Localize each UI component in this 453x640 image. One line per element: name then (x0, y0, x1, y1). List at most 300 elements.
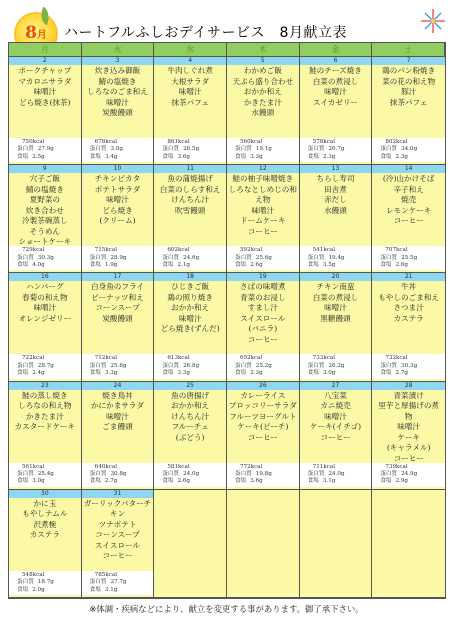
menu-list (9, 391, 81, 433)
salt-label: 食塩 (307, 478, 319, 485)
salt-row (82, 478, 154, 485)
nutrition-box (372, 138, 445, 162)
page-title: ハートフルふしおデイサービス 8月献立表 (64, 25, 347, 41)
menu-item: カニ焼売 (320, 401, 351, 411)
menu-item: 吹雪饅頭 (174, 205, 206, 215)
menu-item: ピーナッツ和え (91, 292, 144, 302)
menu-item: もやしのごま和え (378, 292, 440, 302)
calorie-value: 581kcal (167, 463, 190, 470)
nutrition-box (154, 463, 226, 487)
nutrition-box (227, 354, 299, 378)
menu-item: 物 (404, 411, 413, 421)
day-number: 16 (9, 273, 81, 281)
menu-item: 鮭の蒸し焼き (22, 390, 68, 400)
protein-value: 27.7g (110, 579, 127, 586)
protein-value: 25.5g (401, 254, 418, 261)
menu-item: 味噌汁 (106, 97, 129, 107)
nutrition-box (9, 463, 81, 487)
calorie-value: 602kcal (167, 247, 190, 254)
protein-value: 24.0g (183, 470, 200, 477)
protein-label: 蛋白質 (89, 362, 107, 369)
day-number: 11 (154, 165, 226, 173)
protein-value: 26.8g (183, 362, 200, 369)
menu-item: (クリーム) (99, 216, 136, 226)
calorie-value: 541kcal (312, 247, 335, 254)
menu-item: ハンバーグ (26, 282, 64, 292)
menu-item: 味噌汁 (106, 411, 129, 421)
salt-label: 食塩 (89, 478, 101, 485)
salt-value: 1.9g (104, 261, 118, 268)
menu-list (154, 282, 226, 335)
protein-label: 蛋白質 (162, 146, 180, 153)
protein-value: 34.0g (401, 146, 418, 153)
protein-label: 蛋白質 (89, 579, 107, 586)
menu-item: 春菊の和え物 (22, 292, 68, 302)
day-number: 19 (227, 273, 299, 281)
menu-item: 味噌汁 (33, 87, 57, 96)
protein-row (9, 146, 81, 153)
day-cell (300, 273, 373, 381)
menu-item: 水饅頭 (251, 108, 275, 117)
salt-row (82, 154, 154, 161)
nutrition-box (154, 138, 226, 162)
menu-item: 味噌汁 (33, 303, 57, 313)
protein-value: 19.8g (255, 470, 272, 477)
menu-item: カレーライス (240, 390, 286, 400)
day-number: 13 (300, 165, 372, 173)
day-number: 20 (300, 273, 372, 281)
weekday-header: 月 (9, 43, 82, 57)
salt-value: 2.1g (177, 261, 191, 268)
menu-item: 田舎煮 (324, 184, 347, 194)
salt-label: 食塩 (162, 261, 174, 268)
salt-label: 食塩 (162, 370, 174, 377)
salt-label: 食塩 (234, 478, 247, 485)
salt-row (372, 154, 445, 161)
salt-value: 2.4g (32, 370, 45, 377)
protein-row (372, 255, 445, 262)
salt-row (154, 370, 226, 377)
menu-item: 黒糖饅頭 (320, 313, 351, 323)
menu-item: スイスロール (240, 313, 286, 323)
menu-list (227, 282, 299, 345)
menu-item: 赤だし (324, 195, 347, 205)
nutrition-box (9, 354, 81, 378)
menu-item: オレンジゼリー (18, 313, 72, 323)
protein-label: 蛋白質 (162, 362, 180, 369)
menu-item: 鶏の照り焼き (167, 292, 213, 302)
day-cell (372, 57, 445, 165)
menu-item: 鯖の塩焼き (25, 184, 64, 194)
protein-value: 24.9g (401, 470, 418, 477)
salt-value: 3.6g (177, 153, 191, 160)
menu-item: 炭酸饅頭 (102, 108, 133, 117)
day-number: 9 (9, 165, 81, 173)
salt-value: 2.3g (395, 153, 409, 160)
nutrition-box (9, 571, 81, 595)
calorie-value: 548kcal (22, 571, 45, 578)
calorie-value: 578kcal (312, 138, 335, 145)
menu-item: カステラ (29, 530, 60, 540)
protein-label: 蛋白質 (307, 146, 325, 153)
nutrition-box (82, 138, 154, 162)
salt-label: 食塩 (17, 478, 29, 485)
calorie-value: 785kcal (94, 571, 117, 578)
salt-label: 食塩 (89, 370, 101, 377)
day-cell (300, 57, 373, 165)
weekday-header: 金 (300, 43, 373, 57)
protein-label: 蛋白質 (307, 470, 325, 477)
menu-grid (8, 42, 446, 599)
protein-row (154, 255, 226, 262)
menu-item: おかか和え (243, 87, 282, 96)
menu-item: どら焼き(抹茶) (19, 97, 71, 107)
menu-item: 味噌汁 (324, 87, 347, 96)
menu-item: 水饅頭 (324, 205, 347, 215)
salt-label: 食塩 (307, 153, 319, 160)
menu-item: そうめん (29, 226, 61, 236)
protein-row (82, 146, 154, 153)
day-number: 21 (372, 273, 445, 281)
menu-item: もやしナムル (22, 509, 68, 519)
salt-label: 食塩 (89, 261, 101, 268)
menu-list (9, 282, 81, 324)
day-cell (82, 165, 155, 273)
menu-item: ケーキ(イチゴ) (309, 422, 362, 432)
day-number: 18 (154, 273, 226, 281)
menu-item: けんちん汁 (171, 411, 210, 421)
salt-row (9, 587, 81, 594)
menu-list (300, 282, 372, 324)
menu-list (372, 174, 445, 227)
salt-value: 3.6g (250, 478, 263, 485)
menu-item: 辛子和え (393, 184, 424, 194)
menu-item: スイカゼリー (312, 97, 359, 107)
salt-row (9, 478, 81, 485)
salt-label: 食塩 (380, 370, 392, 377)
salt-value: 2.7g (395, 370, 409, 377)
salt-row (227, 370, 299, 377)
calorie-value: 750kcal (22, 138, 45, 145)
protein-row (300, 146, 372, 153)
menu-item: え物 (255, 195, 271, 205)
nutrition-box (9, 138, 81, 162)
salt-row (300, 262, 372, 269)
empty-cell (154, 490, 227, 598)
day-cell (9, 382, 82, 490)
salt-row (227, 154, 299, 161)
protein-label: 蛋白質 (17, 254, 34, 261)
menu-item: 牛丼 (401, 282, 417, 292)
empty-cell (372, 490, 445, 598)
weekday-header: 火 (82, 43, 155, 57)
menu-item: コーヒー (102, 551, 133, 561)
protein-label: 蛋白質 (89, 254, 107, 261)
protein-value: 27.9g (37, 146, 54, 153)
menu-item: コーヒー (247, 226, 278, 236)
menu-item: マカロニサラダ (18, 76, 72, 86)
menu-item: 鮭のチーズ焼き (309, 66, 362, 75)
salt-label: 食塩 (17, 586, 29, 593)
protein-value: 19.4g (328, 254, 345, 261)
calorie-value: 652kcal (239, 355, 263, 362)
salt-value: 2.0g (32, 586, 45, 593)
nutrition-box (300, 463, 372, 487)
nutrition-box (372, 354, 445, 378)
protein-row (227, 255, 299, 262)
salt-label: 食塩 (234, 370, 247, 377)
menu-item: しろなの和え物 (18, 401, 72, 411)
footer-note: ※体調・疾病などにより、献立を変更する事があります。御了承下さい。 (89, 604, 364, 614)
menu-item: コーヒー (320, 432, 351, 442)
calorie-value: 732kcal (385, 355, 408, 362)
nutrition-box (300, 138, 372, 162)
menu-item: ケーキ(ピーチ) (237, 422, 289, 432)
menu-list (300, 391, 372, 444)
menu-list (154, 174, 226, 216)
protein-label: 蛋白質 (162, 254, 180, 261)
protein-label: 蛋白質 (89, 470, 107, 477)
calorie-value: 802kcal (385, 138, 408, 145)
menu-item: すまし汁 (247, 303, 278, 313)
day-number: 14 (372, 165, 445, 173)
salt-value: 2.6g (177, 478, 191, 485)
protein-value: 25.2g (255, 362, 272, 369)
protein-row (82, 255, 154, 262)
day-cell (227, 165, 300, 273)
menu-item: フルーツヨーグルト (229, 411, 297, 421)
calorie-value: 722kcal (22, 355, 45, 362)
day-cell (227, 382, 300, 490)
menu-item: かに玉 (33, 498, 57, 508)
salt-value: 2.5g (32, 153, 45, 160)
protein-label: 蛋白質 (17, 470, 34, 477)
day-cell (9, 57, 82, 165)
day-number: 3 (82, 57, 154, 65)
menu-item: 里芋と厚揚げの煮 (378, 401, 440, 411)
day-cell (82, 490, 155, 598)
menu-item: さつま汁 (393, 303, 424, 313)
menu-item: 炭酸饅頭 (102, 313, 133, 323)
nutrition-box (372, 463, 445, 487)
protein-value: 25.4g (37, 470, 54, 477)
salt-label: 食塩 (307, 370, 319, 377)
salt-value: 4.0g (32, 261, 45, 268)
calorie-value: 712kcal (94, 355, 117, 362)
salt-row (227, 262, 299, 269)
empty-cell (300, 490, 373, 598)
protein-value: 28.7g (37, 362, 54, 369)
nutrition-box (82, 463, 154, 487)
salt-value: 3.1g (322, 478, 336, 485)
day-cell (372, 273, 445, 381)
menu-item: さばの味噌煮 (240, 282, 286, 292)
salt-label: 食塩 (162, 478, 174, 485)
day-cell (9, 165, 82, 273)
menu-item: 味噌汁 (397, 422, 421, 432)
salt-value: 2.6g (250, 261, 263, 268)
protein-label: 蛋白質 (17, 362, 34, 369)
menu-item: 大根サラダ (171, 76, 210, 86)
menu-item: 炊き合わせ (25, 205, 64, 215)
menu-item: 炊き込み御飯 (94, 66, 141, 75)
menu-item: (キャラメル) (386, 443, 431, 453)
protein-label: 蛋白質 (380, 470, 398, 477)
protein-label: 蛋白質 (380, 362, 398, 369)
menu-item: ポテトサラダ (94, 184, 141, 194)
salt-value: 3.0g (32, 478, 45, 485)
menu-item: 味噌汁 (324, 411, 347, 421)
day-number: 10 (82, 165, 154, 173)
menu-item: 焼売 (401, 195, 417, 205)
menu-list (227, 174, 299, 237)
salt-row (9, 370, 81, 377)
salt-row (372, 262, 445, 269)
protein-row (154, 146, 226, 153)
day-number: 6 (300, 57, 372, 65)
menu-item: (冷)山かけそば (382, 174, 435, 184)
menu-item: 青菜のお浸し (240, 292, 286, 302)
menu-item: チキンピカタ (94, 174, 141, 184)
day-cell (227, 273, 300, 381)
salt-label: 食塩 (17, 261, 29, 268)
day-cell (82, 382, 155, 490)
menu-list (82, 391, 154, 433)
protein-value: 24.6g (183, 254, 200, 261)
menu-item: コーンスープ (95, 530, 140, 540)
menu-item: 鮭の柚子味噌焼き (232, 174, 294, 184)
day-number: 27 (300, 382, 372, 390)
menu-list (227, 66, 299, 119)
protein-label: 蛋白質 (234, 470, 252, 477)
menu-item: 天ぷら盛り合わせ (232, 76, 294, 86)
menu-item: 白菜の煮浸し (312, 292, 359, 302)
menu-item: 魚の唐揚げ (171, 390, 210, 400)
badge-month-label: 8月 (25, 23, 47, 43)
day-cell (300, 382, 373, 490)
menu-list (372, 391, 445, 465)
salt-row (372, 370, 445, 377)
menu-item: 沢煮椀 (33, 519, 57, 529)
day-number: 5 (227, 57, 299, 65)
menu-item: キン (109, 509, 126, 519)
salt-label: 食塩 (234, 153, 247, 160)
salt-label: 食塩 (380, 478, 392, 485)
weekday-header: 土 (372, 43, 445, 57)
calorie-value: 613kcal (167, 355, 190, 362)
protein-label: 蛋白質 (380, 254, 398, 261)
salt-value: 2.3g (250, 370, 263, 377)
menu-item: ひじきご飯 (171, 282, 210, 292)
protein-value: 28.9g (110, 254, 127, 261)
calorie-value: 640kcal (94, 463, 117, 470)
protein-label: 蛋白質 (234, 146, 252, 153)
menu-item: レモンケーキ (385, 205, 432, 215)
protein-value: 25.6g (255, 254, 272, 261)
protein-value: 25.6g (110, 362, 127, 369)
menu-item: 八宝菜 (324, 390, 347, 400)
salt-row (300, 154, 372, 161)
calorie-value: 707kcal (385, 247, 408, 254)
salt-value: 3.3g (250, 153, 263, 160)
day-number: 23 (9, 382, 81, 390)
menu-item: ショートケーキ (18, 237, 72, 247)
menu-item: 焼き鳥丼 (102, 390, 133, 400)
salt-value: 3.0g (322, 370, 336, 377)
protein-label: 蛋白質 (380, 146, 398, 153)
menu-item: 冷製茶碗蒸し (22, 216, 68, 226)
salt-label: 食塩 (162, 153, 174, 160)
day-cell (372, 382, 445, 490)
weekday-header: 水 (154, 43, 227, 57)
protein-row (9, 255, 81, 262)
menu-item: 抹茶パフェ (389, 97, 428, 107)
protein-value: 26.2g (328, 362, 345, 369)
day-number: 2 (9, 57, 81, 65)
salt-row (372, 478, 445, 485)
salt-row (9, 154, 81, 161)
salt-row (300, 370, 372, 377)
menu-list (154, 391, 226, 444)
menu-item: わかめご飯 (243, 66, 282, 75)
menu-item: 鯖の塩焼き (98, 76, 137, 86)
menu-item: ツナポテト (98, 519, 137, 529)
day-number: 30 (9, 490, 81, 498)
protein-label: 蛋白質 (17, 579, 34, 586)
protein-row (300, 255, 372, 262)
nutrition-box (227, 246, 299, 270)
menu-list (9, 499, 81, 541)
firework-icon (418, 6, 448, 36)
menu-item: (ぶどう) (175, 432, 205, 442)
salt-label: 食塩 (89, 153, 101, 160)
day-cell (82, 57, 155, 165)
protein-value: 30.3g (401, 362, 418, 369)
protein-value: 24.0g (328, 470, 345, 477)
salt-label: 食塩 (17, 153, 29, 160)
menu-item: おかか和え (171, 303, 210, 313)
salt-row (82, 370, 154, 377)
menu-item: ガーリックバターチ (83, 498, 152, 508)
menu-item: 白菜のしらす和え (159, 184, 221, 194)
menu-item: どら焼き(ずんだ) (160, 324, 220, 334)
menu-item: 穴子ご飯 (29, 174, 61, 184)
menu-item: コーヒー (247, 432, 278, 442)
menu-item: 青菜漬け (393, 390, 424, 400)
menu-list (82, 282, 154, 324)
menu-item: しろなとしめじの和 (228, 184, 297, 194)
protein-label: 蛋白質 (307, 254, 325, 261)
salt-label: 食塩 (380, 261, 392, 268)
protein-value: 19.1g (255, 146, 272, 153)
protein-value: 30.3g (37, 254, 54, 261)
menu-item: 味噌汁 (178, 87, 202, 96)
nutrition-box (300, 246, 372, 270)
menu-item: 菜の花の和え物 (382, 76, 436, 86)
nutrition-box (372, 246, 445, 270)
menu-list (9, 66, 81, 108)
day-number: 31 (82, 490, 154, 498)
weekday-header: 木 (227, 43, 300, 57)
calorie-value: 861kcal (167, 138, 190, 145)
day-cell (372, 165, 445, 273)
menu-item: かきたま汁 (243, 97, 282, 107)
day-number: 7 (372, 57, 445, 65)
menu-item: コーヒー (393, 216, 424, 226)
nutrition-box (82, 246, 154, 270)
menu-item: 牛肉しぐれ煮 (167, 66, 213, 75)
protein-row (227, 146, 299, 153)
